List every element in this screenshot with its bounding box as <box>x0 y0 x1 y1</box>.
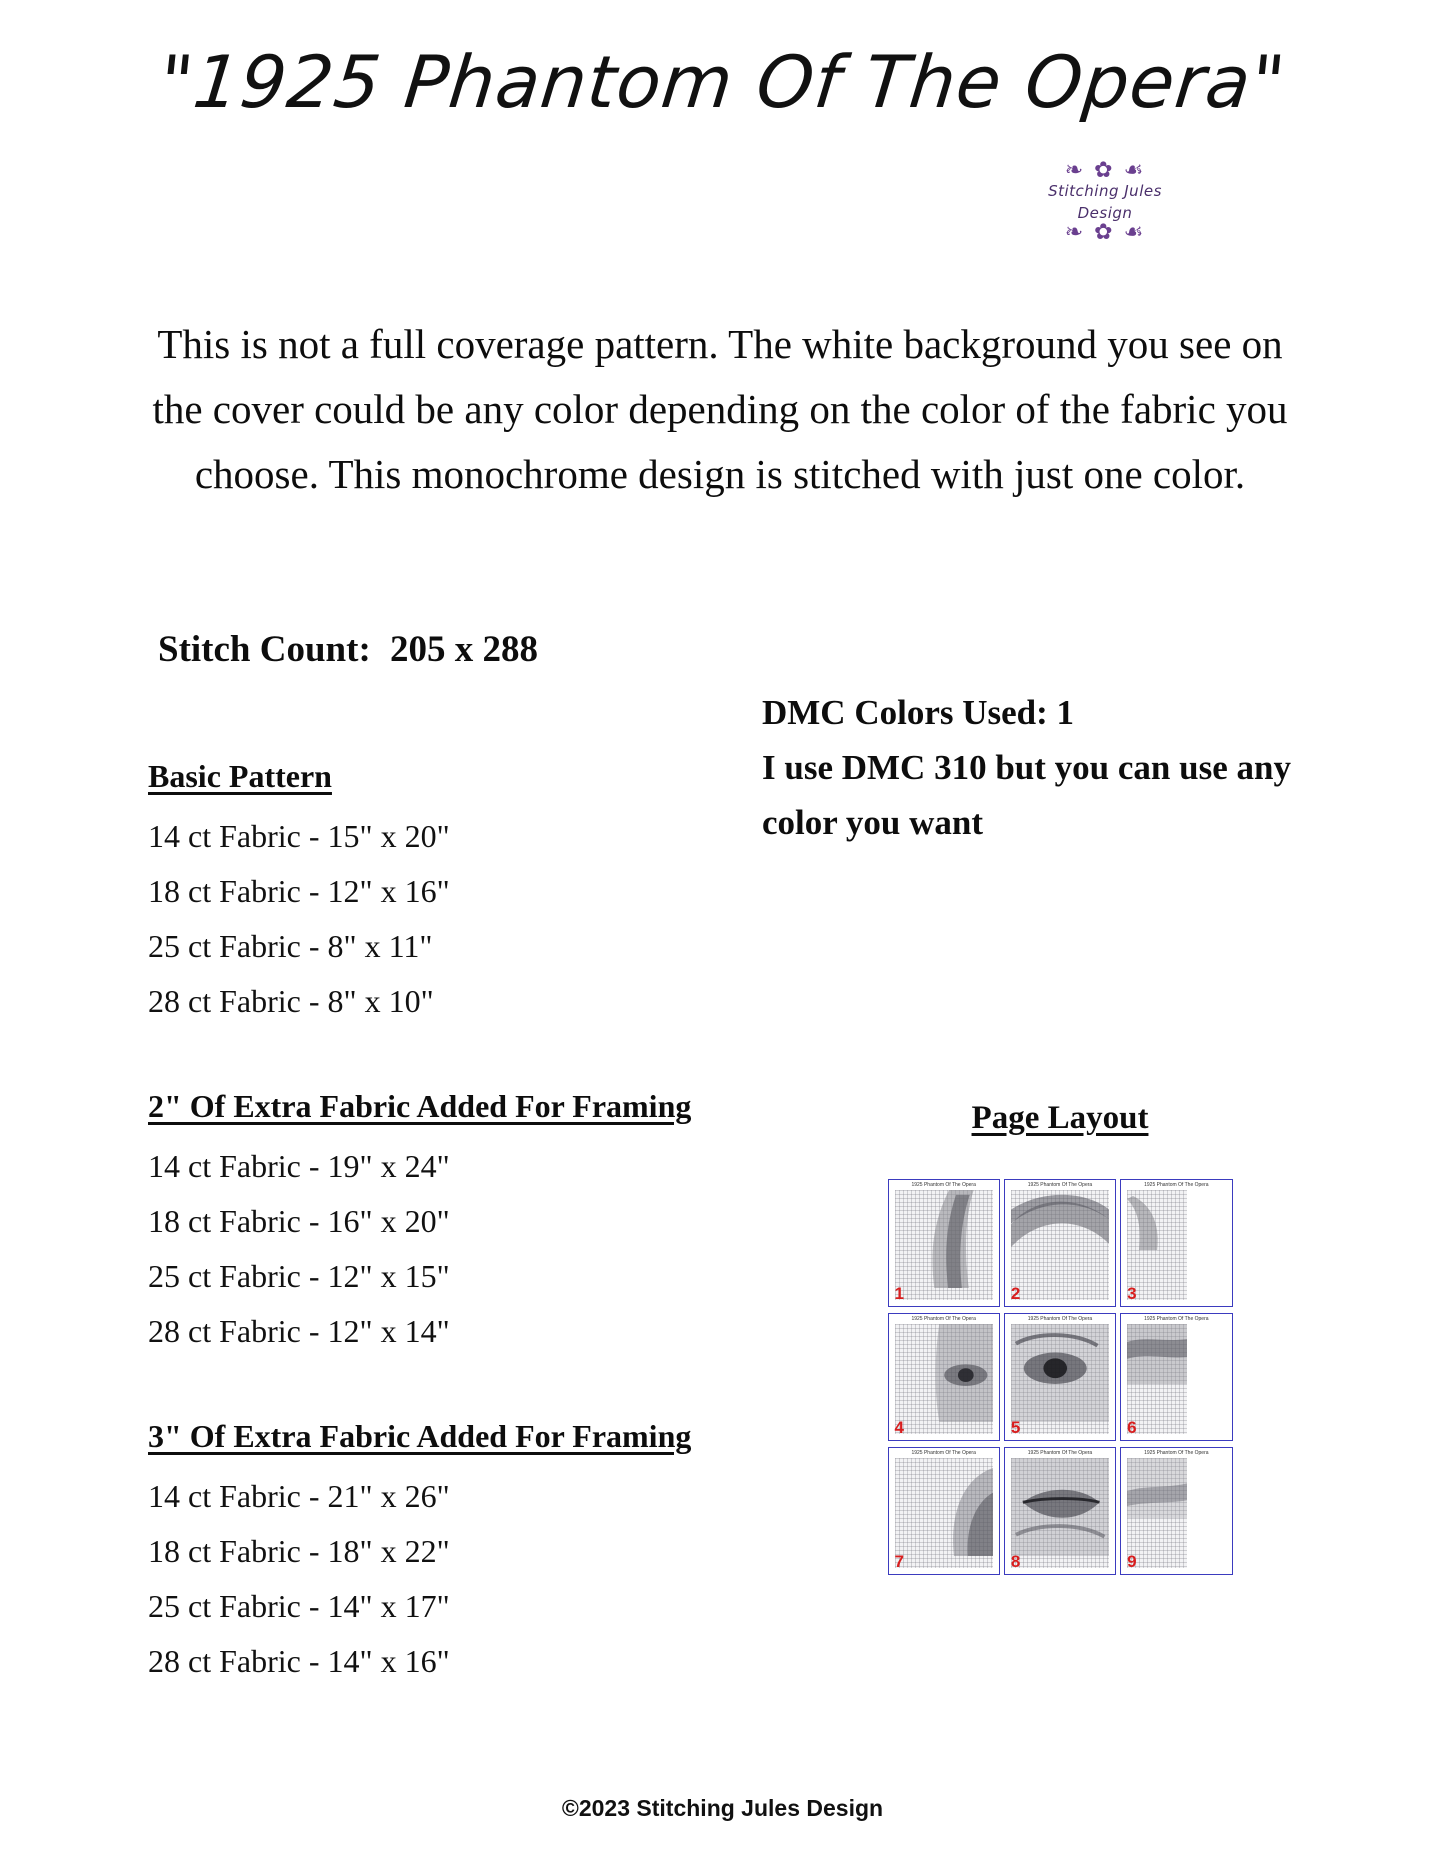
fabric-line: 28 ct Fabric - 12" x 14" <box>148 1313 450 1349</box>
page-number: 2 <box>1010 1284 1021 1303</box>
intro-paragraph: This is not a full coverage pattern. The white background you see on the cover could be any color depending on the color of the fabric you choose. This monochrome design is stitched with just one color. <box>152 321 1288 497</box>
thumbnail-art <box>1127 1190 1187 1250</box>
page-number: 6 <box>1127 1418 1137 1437</box>
page-number: 3 <box>1127 1284 1137 1303</box>
page-thumb-title: 1925 Phantom Of The Opera <box>1027 1450 1093 1456</box>
fabric-section-heading: 3" Of Extra Fabric Added For Framing <box>148 1418 692 1454</box>
page-number: 5 <box>1010 1418 1021 1437</box>
fabric-line: 14 ct Fabric - 21" x 26" <box>148 1478 450 1514</box>
page-number: 4 <box>894 1418 904 1437</box>
dmc-colors-used: DMC Colors Used: 1 <box>762 693 1075 732</box>
page-layout-cell <box>1120 1179 1232 1307</box>
page-layout-cell <box>1004 1179 1116 1307</box>
fabric-line: 18 ct Fabric - 12" x 16" <box>148 873 450 909</box>
thumbnail-art <box>1127 1324 1187 1384</box>
fabric-section-basic <box>148 758 788 1029</box>
fabric-section-extra-3in <box>148 1418 788 1689</box>
fabric-section-heading: 2" Of Extra Fabric Added For Framing <box>148 1088 692 1124</box>
page-title: "1925 Phantom Of The Opera" <box>155 40 1290 124</box>
stitch-count <box>158 628 538 671</box>
flourish-bottom-icon: ❧ ✿ ☙ <box>1064 220 1146 245</box>
fabric-line: 25 ct Fabric - 8" x 11" <box>148 928 433 964</box>
thumbnail-art <box>895 1458 993 1556</box>
page-thumb-title: 1925 Phantom Of The Opera <box>911 1182 976 1188</box>
page-thumbnail <box>1010 1458 1109 1571</box>
page-layout-cell <box>888 1179 1000 1307</box>
page-thumbnail <box>1010 1324 1109 1437</box>
fabric-section-extra-2in <box>148 1088 788 1359</box>
dmc-note: I use DMC 310 but you can use any color you want <box>762 748 1291 842</box>
thumbnail-art <box>1011 1190 1109 1288</box>
page-thumb-title: 1925 Phantom Of The Opera <box>911 1316 976 1322</box>
stitch-count-value: 205 x 288 <box>390 629 539 670</box>
page-thumbnail <box>894 1324 993 1437</box>
page-layout-cell <box>1120 1447 1232 1575</box>
brand-logo-text: Stitching Jules Design <box>1048 182 1162 222</box>
page-layout-cell <box>1120 1313 1232 1441</box>
page-number: 9 <box>1127 1552 1137 1571</box>
page-layout-cell <box>1004 1313 1116 1441</box>
page-number: 1 <box>894 1284 904 1303</box>
page-thumbnail <box>894 1458 993 1571</box>
page-thumb-title: 1925 Phantom Of The Opera <box>1144 1450 1209 1456</box>
fabric-line: 28 ct Fabric - 14" x 16" <box>148 1643 450 1679</box>
page-layout-cell <box>1004 1447 1116 1575</box>
thumbnail-art <box>895 1190 993 1288</box>
thumbnail-art <box>1011 1458 1109 1556</box>
page-layout-cell <box>888 1313 1000 1441</box>
page-layout-heading: Page Layout <box>971 1100 1149 1136</box>
fabric-line: 25 ct Fabric - 14" x 17" <box>148 1588 450 1624</box>
brand-logo <box>1020 158 1190 245</box>
page-number: 8 <box>1010 1552 1021 1571</box>
flourish-top-icon: ❧ ✿ ☙ <box>1064 158 1146 183</box>
fabric-section-heading: Basic Pattern <box>148 758 332 794</box>
fabric-line: 14 ct Fabric - 15" x 20" <box>148 818 450 854</box>
page-thumb-title: 1925 Phantom Of The Opera <box>1144 1182 1209 1188</box>
page-thumbnail <box>1010 1190 1109 1303</box>
fabric-line: 28 ct Fabric - 8" x 10" <box>148 983 434 1019</box>
thumbnail-art <box>895 1324 993 1422</box>
dmc-colors-block <box>762 685 1322 850</box>
page-number: 7 <box>894 1552 904 1571</box>
thumbnail-art <box>1127 1458 1187 1518</box>
page-thumb-title: 1925 Phantom Of The Opera <box>1027 1316 1093 1322</box>
fabric-line: 14 ct Fabric - 19" x 24" <box>148 1148 450 1184</box>
page-layout-grid <box>888 1179 1233 1575</box>
page-layout-panel <box>880 1100 1240 1575</box>
fabric-line: 25 ct Fabric - 12" x 15" <box>148 1258 450 1294</box>
page-thumb-title: 1925 Phantom Of The Opera <box>911 1450 976 1456</box>
fabric-line: 18 ct Fabric - 18" x 22" <box>148 1533 450 1569</box>
stitch-count-label: Stitch Count: <box>158 629 371 670</box>
page-thumb-title: 1925 Phantom Of The Opera <box>1144 1316 1209 1322</box>
fabric-line: 18 ct Fabric - 16" x 20" <box>148 1203 450 1239</box>
copyright-footer: ©2023 Stitching Jules Design <box>561 1795 884 1821</box>
page-layout-cell <box>888 1447 1000 1575</box>
page-thumb-title: 1925 Phantom Of The Opera <box>1027 1182 1093 1188</box>
page-thumbnail <box>894 1190 993 1303</box>
thumbnail-art <box>1011 1324 1109 1422</box>
